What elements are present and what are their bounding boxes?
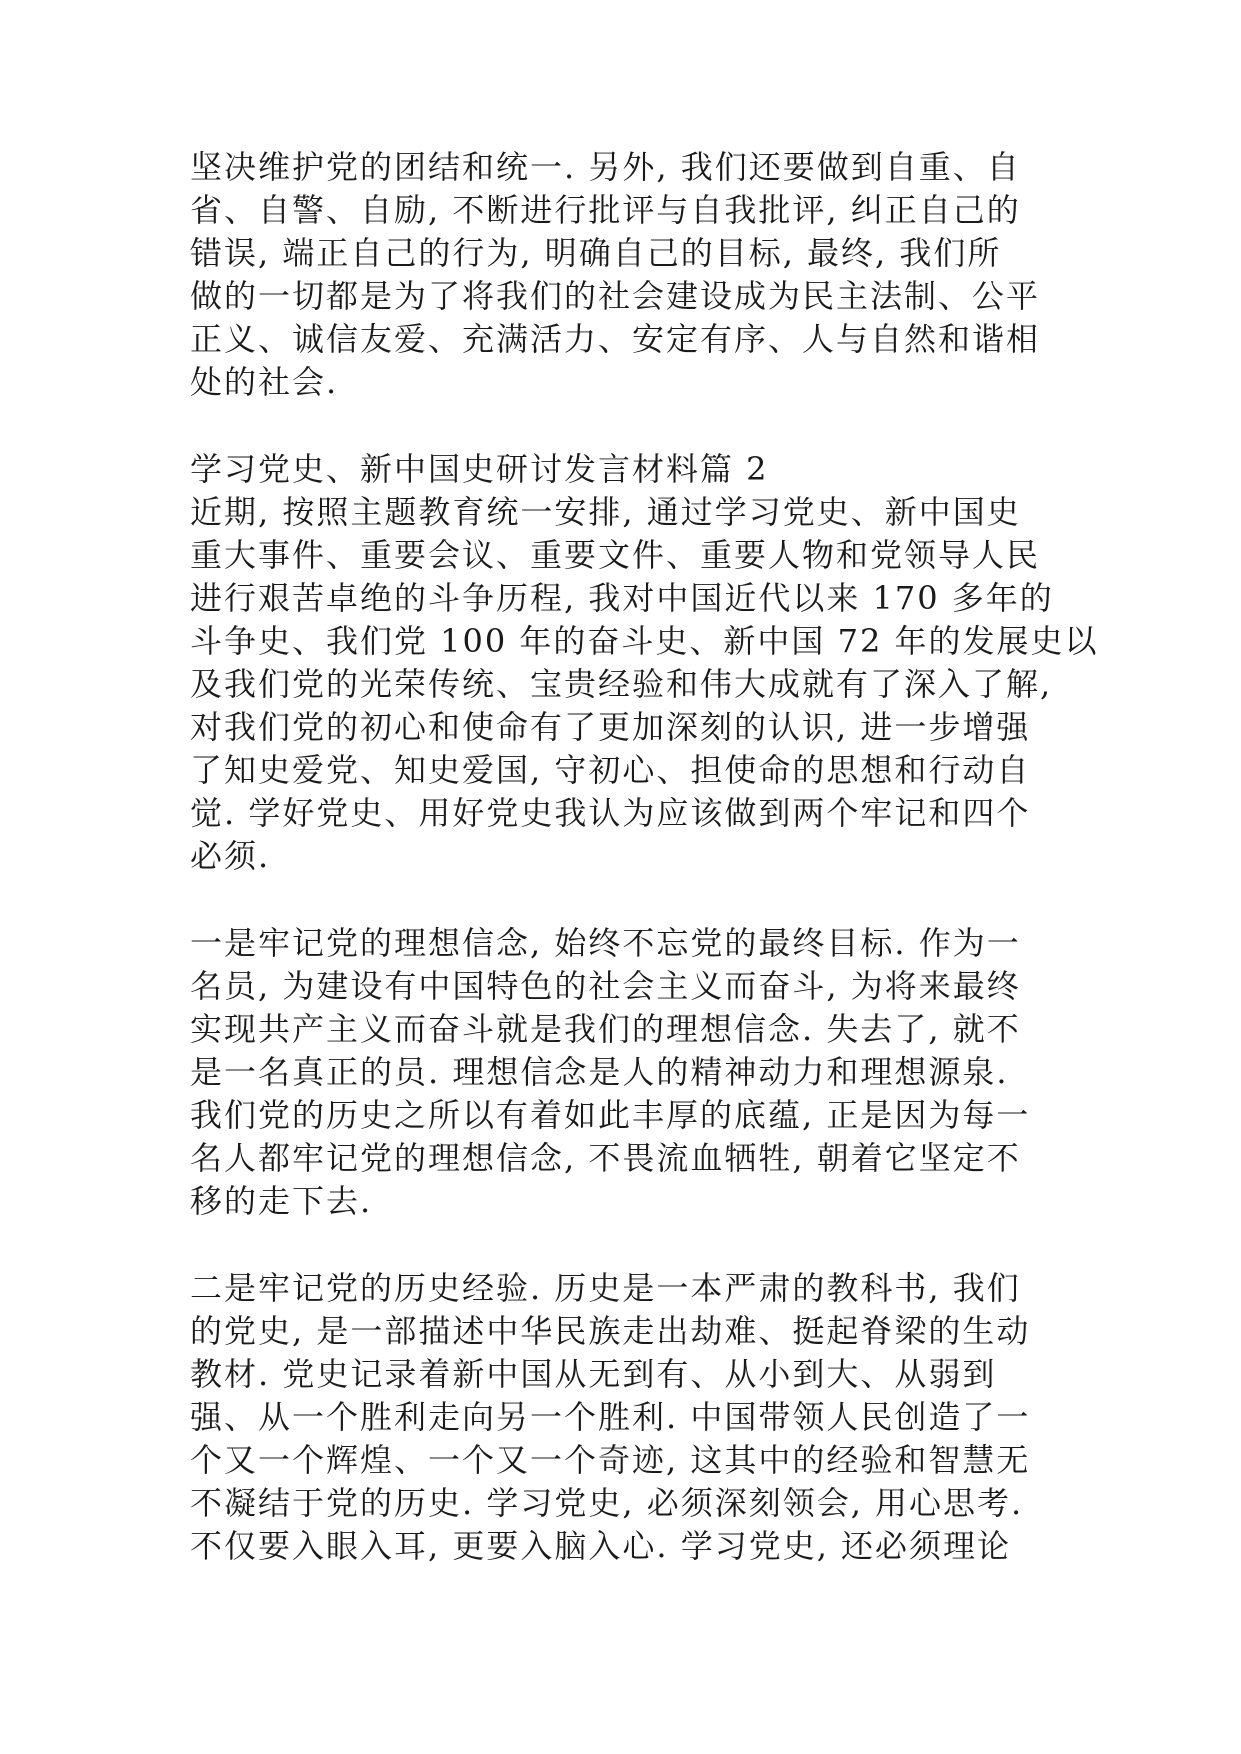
text-line: 正义、诚信友爱、充满活力、安定有序、人与自然和谐相: [190, 320, 1041, 358]
paragraph: [190, 146, 1060, 404]
text-line: 的党史, 是一部描述中华民族走出劫难、挺起脊梁的生动: [190, 1312, 1031, 1350]
text-line: 二是牢记党的历史经验. 历史是一本严肃的教科书, 我们: [190, 1269, 1021, 1307]
text-line: 觉. 学好党史、用好党史我认为应该做到两个牢记和四个: [190, 794, 1031, 832]
text-line: 一是牢记党的理想信念, 始终不忘党的最终目标. 作为一: [190, 924, 1021, 962]
paragraph-spacer: [190, 878, 1060, 922]
text-line: 实现共产主义而奋斗就是我们的理想信念. 失去了, 就不: [190, 1010, 1021, 1048]
text-line: 移的走下去.: [190, 1182, 373, 1220]
text-line: 近期, 按照主题教育统一安排, 通过学习党史、新中国史: [190, 493, 1021, 531]
text-line: 必须.: [190, 837, 271, 875]
text-line: 教材. 党史记录着新中国从无到有、从小到大、从弱到: [190, 1355, 997, 1393]
text-line: 重大事件、重要会议、重要文件、重要人物和党领导人民: [190, 536, 1041, 574]
paragraph-spacer: [190, 404, 1060, 448]
text-line: 是一名真正的员. 理想信念是人的精神动力和理想源泉.: [190, 1053, 1009, 1091]
text-line: 省、自警、自励, 不断进行批评与自我批评, 纠正自己的: [190, 191, 1021, 229]
text-line: 斗争史、我们党 100 年的奋斗史、新中国 72 年的发展史以: [190, 622, 1099, 660]
text-line: 不凝结于党的历史. 学习党史, 必须深刻领会, 用心思考.: [190, 1484, 1024, 1522]
text-line: 个又一个辉煌、一个又一个奇迹, 这其中的经验和智慧无: [190, 1441, 1031, 1479]
text-line: 对我们党的初心和使命有了更加深刻的认识, 进一步增强: [190, 708, 1031, 746]
paragraph: [190, 1267, 1060, 1568]
paragraph: [190, 922, 1060, 1223]
paragraph-spacer: [190, 1223, 1060, 1267]
text-line: 我们党的历史之所以有着如此丰厚的底蕴, 正是因为每一: [190, 1096, 1031, 1134]
text-line: 处的社会.: [190, 363, 339, 401]
text-line: 名人都牢记党的理想信念, 不畏流血牺牲, 朝着它坚定不: [190, 1139, 1021, 1177]
paragraph: [190, 491, 1099, 878]
document-body: [190, 146, 1099, 1568]
text-line: 做的一切都是为了将我们的社会建设成为民主法制、公平: [190, 277, 1041, 315]
text-line: 及我们党的光荣传统、宝贵经验和伟大成就有了深入了解,: [190, 665, 1053, 703]
text-line: 进行艰苦卓绝的斗争历程, 我对中国近代以来 170 多年的: [190, 579, 1054, 617]
text-line: 名员, 为建设有中国特色的社会主义而奋斗, 为将来最终: [190, 967, 1021, 1005]
section-title: 学习党史、新中国史研讨发言材料篇 2: [190, 450, 769, 488]
text-line: 强、从一个胜利走向另一个胜利. 中国带领人民创造了一: [190, 1398, 1031, 1436]
text-line: 坚决维护党的团结和统一. 另外, 我们还要做到自重、自: [190, 148, 1021, 186]
text-line: 错误, 端正自己的行为, 明确自己的目标, 最终, 我们所: [190, 234, 1002, 272]
text-line: 了知史爱党、知史爱国, 守初心、担使命的思想和行动自: [190, 751, 1031, 789]
text-line: 不仅要入眼入耳, 更要入脑入心. 学习党史, 还必须理论: [190, 1527, 1012, 1565]
